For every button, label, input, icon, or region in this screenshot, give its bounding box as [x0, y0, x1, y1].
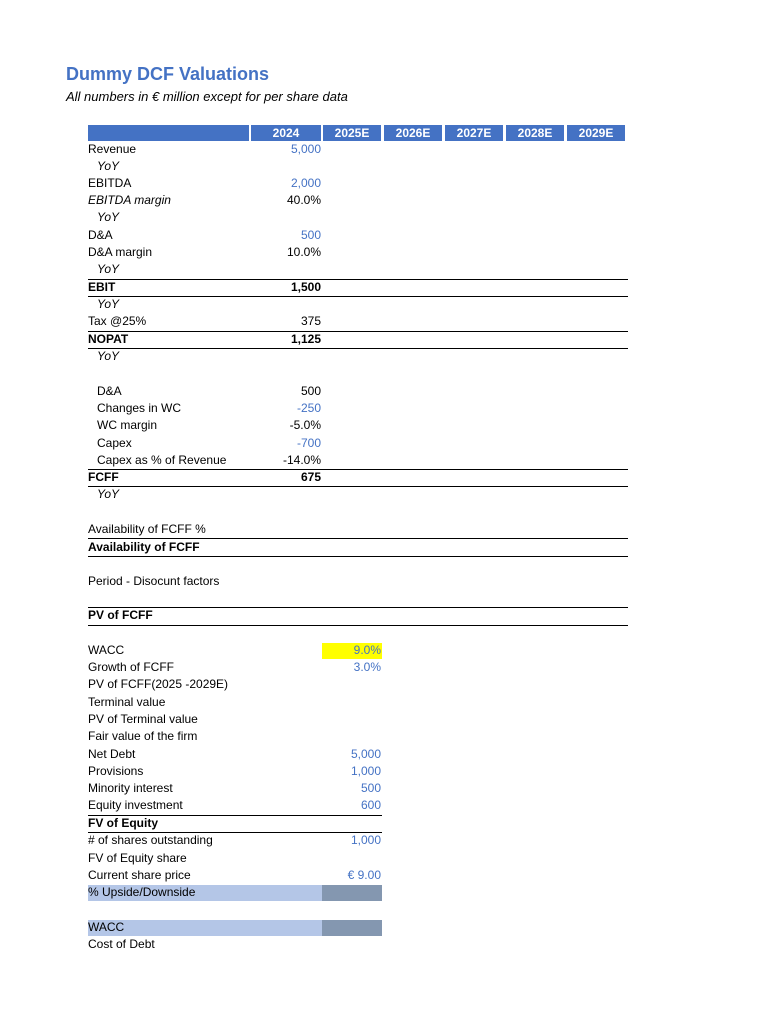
share-price-value[interactable]: € 9.00: [347, 868, 381, 882]
page-title: Dummy DCF Valuations: [66, 64, 270, 84]
row-wc-change-label: Changes in WC: [97, 401, 182, 415]
terminal-value-label: Terminal value: [88, 695, 166, 709]
row-revenue-label: Revenue: [88, 142, 137, 156]
row-wc-margin-label: WC margin: [97, 418, 158, 432]
row-fcff-label: FCFF: [88, 470, 119, 484]
fair-value-label: Fair value of the firm: [88, 729, 198, 743]
row-nopat-2024[interactable]: 1,125: [290, 332, 321, 346]
fv-equity-share-label: FV of Equity share: [88, 851, 187, 865]
net-debt-label: Net Debt: [88, 747, 136, 761]
row-wc-change-2024[interactable]: -250: [296, 401, 321, 415]
pv-fcff-range-label: PV of FCFF(2025 -2029E): [88, 677, 229, 691]
wacc-label: WACC: [88, 643, 125, 657]
row-nopat-label: NOPAT: [88, 332, 129, 346]
row-avail-label: Availability of FCFF: [88, 540, 200, 554]
row-capex-pct-label: Capex as % of Revenue: [97, 453, 227, 467]
row-period-label: Period - Disocunt factors: [88, 574, 220, 588]
page-subtitle: All numbers in € million except for per share data: [66, 89, 348, 104]
row-tax-2024[interactable]: 375: [300, 314, 321, 328]
row-capex-pct-2024[interactable]: -14.0%: [282, 453, 321, 467]
row-revenue-yoy-label: YoY: [97, 159, 120, 173]
row-ebitda-label: EBITDA: [88, 176, 132, 190]
col-header-2029e: 2029E: [567, 125, 625, 141]
wacc2-label: WACC: [88, 920, 125, 934]
row-ebitda-margin-label: EBITDA margin: [88, 193, 171, 207]
row-da-yoy-label: YoY: [97, 262, 120, 276]
row-ebitda-yoy-label: YoY: [97, 210, 120, 224]
share-price-label: Current share price: [88, 868, 191, 882]
divider: [88, 607, 628, 608]
header-bar-blank: [88, 125, 249, 141]
wacc-value[interactable]: 9.0%: [353, 643, 381, 657]
divider: [88, 296, 628, 297]
equity-inv-value[interactable]: 600: [360, 798, 381, 812]
wacc2-value-cell[interactable]: [322, 920, 382, 936]
row-da2-2024[interactable]: 500: [300, 384, 321, 398]
col-header-2027e: 2027E: [445, 125, 503, 141]
minority-value[interactable]: 500: [360, 781, 381, 795]
row-fcff-2024[interactable]: 675: [300, 470, 321, 484]
col-header-2025e: 2025E: [323, 125, 381, 141]
row-fcff-yoy-label: YoY: [97, 487, 120, 501]
row-revenue-2024[interactable]: 5,000: [290, 142, 321, 156]
divider: [88, 469, 628, 470]
row-nopat-yoy-label: YoY: [97, 349, 120, 363]
shares-label: # of shares outstanding: [88, 833, 213, 847]
divider: [88, 331, 628, 332]
cost-debt-label: Cost of Debt: [88, 937, 155, 951]
row-capex-label: Capex: [97, 436, 132, 450]
row-da2-label: D&A: [97, 384, 122, 398]
divider: [88, 348, 628, 349]
shares-value[interactable]: 1,000: [350, 833, 381, 847]
net-debt-value[interactable]: 5,000: [350, 747, 381, 761]
provisions-label: Provisions: [88, 764, 144, 778]
provisions-value[interactable]: 1,000: [350, 764, 381, 778]
row-da-margin-label: D&A margin: [88, 245, 153, 259]
col-header-2026e: 2026E: [384, 125, 442, 141]
row-wc-margin-2024[interactable]: -5.0%: [289, 418, 321, 432]
row-capex-2024[interactable]: -700: [296, 436, 321, 450]
row-ebitda-2024[interactable]: 2,000: [290, 176, 321, 190]
upside-label: % Upside/Downside: [88, 885, 196, 899]
upside-value-cell[interactable]: [322, 885, 382, 901]
growth-label: Growth of FCFF: [88, 660, 175, 674]
row-da-label: D&A: [88, 228, 113, 242]
divider: [88, 279, 628, 280]
minority-label: Minority interest: [88, 781, 173, 795]
equity-inv-label: Equity investment: [88, 798, 183, 812]
col-header-2028e: 2028E: [506, 125, 564, 141]
row-ebit-yoy-label: YoY: [97, 297, 120, 311]
growth-value[interactable]: 3.0%: [353, 660, 381, 674]
col-header-2024: 2024: [251, 125, 321, 141]
row-pv-fcff-label: PV of FCFF: [88, 608, 153, 622]
divider: [88, 625, 628, 626]
pv-terminal-label: PV of Terminal value: [88, 712, 198, 726]
row-da-2024[interactable]: 500: [300, 228, 321, 242]
row-ebit-label: EBIT: [88, 280, 116, 294]
fv-equity-label: FV of Equity: [88, 816, 158, 830]
row-ebitda-margin-2024[interactable]: 40.0%: [286, 193, 321, 207]
divider: [88, 486, 628, 487]
row-tax-label: Tax @25%: [88, 314, 147, 328]
divider: [88, 556, 628, 557]
row-da-margin-2024[interactable]: 10.0%: [286, 245, 321, 259]
row-avail-pct-label: Availability of FCFF %: [88, 522, 206, 536]
row-ebit-2024[interactable]: 1,500: [290, 280, 321, 294]
